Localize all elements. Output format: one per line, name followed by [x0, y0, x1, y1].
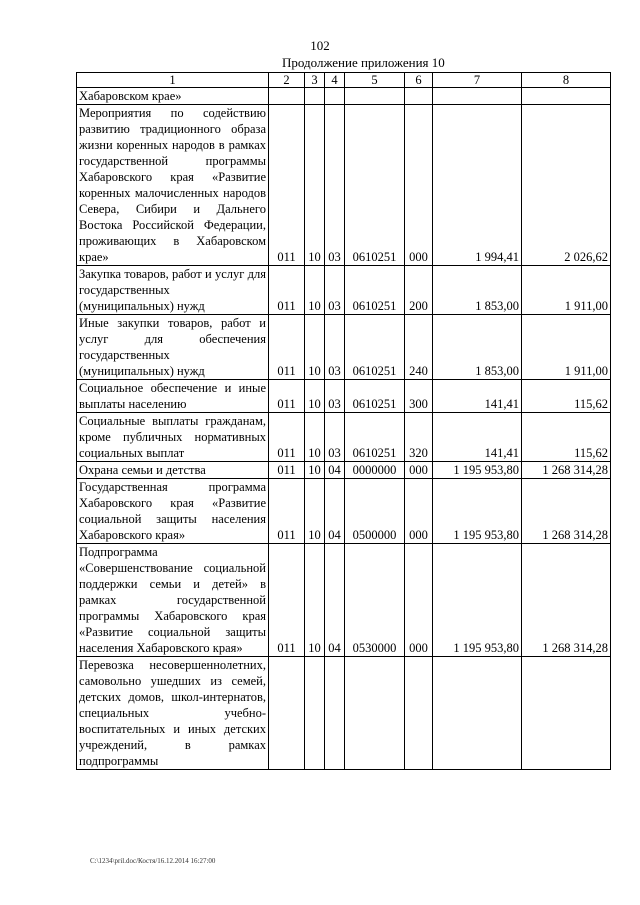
budget-table: [76, 72, 611, 770]
row-name-cell: Охрана семьи и детства: [77, 462, 269, 479]
row-value-cell: 011: [269, 479, 305, 544]
row-value-cell: [325, 657, 345, 770]
file-path-footer: C:\1234\pril.doc/Костя/16.12.2014 16:27:00: [90, 857, 216, 865]
table-row: [77, 88, 611, 105]
row-value-cell: 1 911,00: [522, 315, 611, 380]
row-value-cell: [433, 657, 522, 770]
header-cell: 4: [325, 73, 345, 88]
row-value-cell: 011: [269, 266, 305, 315]
table-row: [77, 657, 611, 770]
row-value-cell: 1 195 953,80: [433, 544, 522, 657]
row-value-cell: 10: [305, 315, 325, 380]
row-value-cell: [522, 657, 611, 770]
row-value-cell: 0500000: [345, 479, 405, 544]
row-value-cell: [269, 88, 305, 105]
row-value-cell: 0530000: [345, 544, 405, 657]
table-header-row: [77, 73, 611, 88]
row-value-cell: 1 911,00: [522, 266, 611, 315]
table-row: [77, 266, 611, 315]
header-cell: 6: [405, 73, 433, 88]
row-value-cell: 011: [269, 544, 305, 657]
header-cell: 8: [522, 73, 611, 88]
row-name-cell: Закупка товаров, работ и услуг для государственных (муниципальных) нужд: [77, 266, 269, 315]
row-value-cell: 011: [269, 315, 305, 380]
table-row: [77, 315, 611, 380]
row-value-cell: [269, 657, 305, 770]
row-value-cell: 0610251: [345, 380, 405, 413]
header-cell: 5: [345, 73, 405, 88]
row-value-cell: 2 026,62: [522, 105, 611, 266]
appendix-continuation-title: Продолжение приложения 10: [282, 55, 445, 70]
row-value-cell: 1 268 314,28: [522, 479, 611, 544]
row-name-cell: Хабаровском крае»: [77, 88, 269, 105]
table-row: [77, 380, 611, 413]
row-name-cell: Подпрограмма «Совершенствование социальной поддержки семьи и детей» в рамках государственной программы Хабаровского края «Развитие социальной защиты населения Хабаровского края»: [77, 544, 269, 657]
row-value-cell: [305, 657, 325, 770]
row-value-cell: 011: [269, 380, 305, 413]
row-value-cell: 10: [305, 413, 325, 462]
row-value-cell: 04: [325, 544, 345, 657]
row-value-cell: 141,41: [433, 380, 522, 413]
row-value-cell: 0610251: [345, 315, 405, 380]
row-value-cell: [433, 88, 522, 105]
row-value-cell: 011: [269, 105, 305, 266]
row-value-cell: 10: [305, 105, 325, 266]
row-value-cell: 10: [305, 266, 325, 315]
table-row: [77, 462, 611, 479]
table-row: [77, 413, 611, 462]
row-value-cell: 10: [305, 479, 325, 544]
row-value-cell: 10: [305, 544, 325, 657]
header-cell: 3: [305, 73, 325, 88]
row-value-cell: 320: [405, 413, 433, 462]
row-value-cell: 300: [405, 380, 433, 413]
row-value-cell: 03: [325, 315, 345, 380]
row-value-cell: 0610251: [345, 413, 405, 462]
row-value-cell: 1 853,00: [433, 266, 522, 315]
header-cell: 7: [433, 73, 522, 88]
row-value-cell: 000: [405, 105, 433, 266]
row-value-cell: [405, 657, 433, 770]
row-value-cell: 011: [269, 462, 305, 479]
row-name-cell: Мероприятия по содействию развитию традиционного образа жизни коренных народов в рамках государственной программы Хабаровского края «Развитие коренных малочисленных народов Севера, Сибири и Дальнего Востока Российской Федерации, проживающих в Хабаровском крае»: [77, 105, 269, 266]
table-row: [77, 544, 611, 657]
row-value-cell: 1 994,41: [433, 105, 522, 266]
row-value-cell: [325, 88, 345, 105]
table-row: [77, 479, 611, 544]
row-value-cell: 03: [325, 105, 345, 266]
row-value-cell: 03: [325, 380, 345, 413]
row-name-cell: Социальные выплаты гражданам, кроме публичных нормативных социальных выплат: [77, 413, 269, 462]
row-value-cell: 115,62: [522, 380, 611, 413]
row-value-cell: 200: [405, 266, 433, 315]
page-number: 102: [310, 38, 330, 53]
row-value-cell: 1 195 953,80: [433, 462, 522, 479]
row-value-cell: [345, 88, 405, 105]
row-value-cell: 1 268 314,28: [522, 544, 611, 657]
row-value-cell: 10: [305, 462, 325, 479]
header-cell: 2: [269, 73, 305, 88]
row-value-cell: 04: [325, 462, 345, 479]
row-value-cell: 1 195 953,80: [433, 479, 522, 544]
row-value-cell: [345, 657, 405, 770]
row-value-cell: 000: [405, 462, 433, 479]
row-value-cell: 0610251: [345, 266, 405, 315]
row-value-cell: 0610251: [345, 105, 405, 266]
row-name-cell: Социальное обеспечение и иные выплаты населению: [77, 380, 269, 413]
row-name-cell: Государственная программа Хабаровского края «Развитие социальной защиты населения Хабаровского края»: [77, 479, 269, 544]
row-value-cell: 115,62: [522, 413, 611, 462]
row-value-cell: 240: [405, 315, 433, 380]
header-cell: 1: [77, 73, 269, 88]
row-value-cell: 03: [325, 266, 345, 315]
row-value-cell: [405, 88, 433, 105]
row-value-cell: [522, 88, 611, 105]
row-value-cell: 03: [325, 413, 345, 462]
row-value-cell: 000: [405, 479, 433, 544]
row-value-cell: 1 268 314,28: [522, 462, 611, 479]
row-value-cell: 011: [269, 413, 305, 462]
row-value-cell: [305, 88, 325, 105]
row-name-cell: Перевозка несовершеннолетних, самовольно ушедших из семей, детских домов, школ-интернатов, специальных учебно-воспитательных и иных детских учреждений, в рамках подпрограммы: [77, 657, 269, 770]
row-value-cell: 10: [305, 380, 325, 413]
row-value-cell: 141,41: [433, 413, 522, 462]
row-value-cell: 1 853,00: [433, 315, 522, 380]
row-name-cell: Иные закупки товаров, работ и услуг для обеспечения государственных (муниципальных) нужд: [77, 315, 269, 380]
row-value-cell: 0000000: [345, 462, 405, 479]
row-value-cell: 000: [405, 544, 433, 657]
row-value-cell: 04: [325, 479, 345, 544]
table-row: [77, 105, 611, 266]
